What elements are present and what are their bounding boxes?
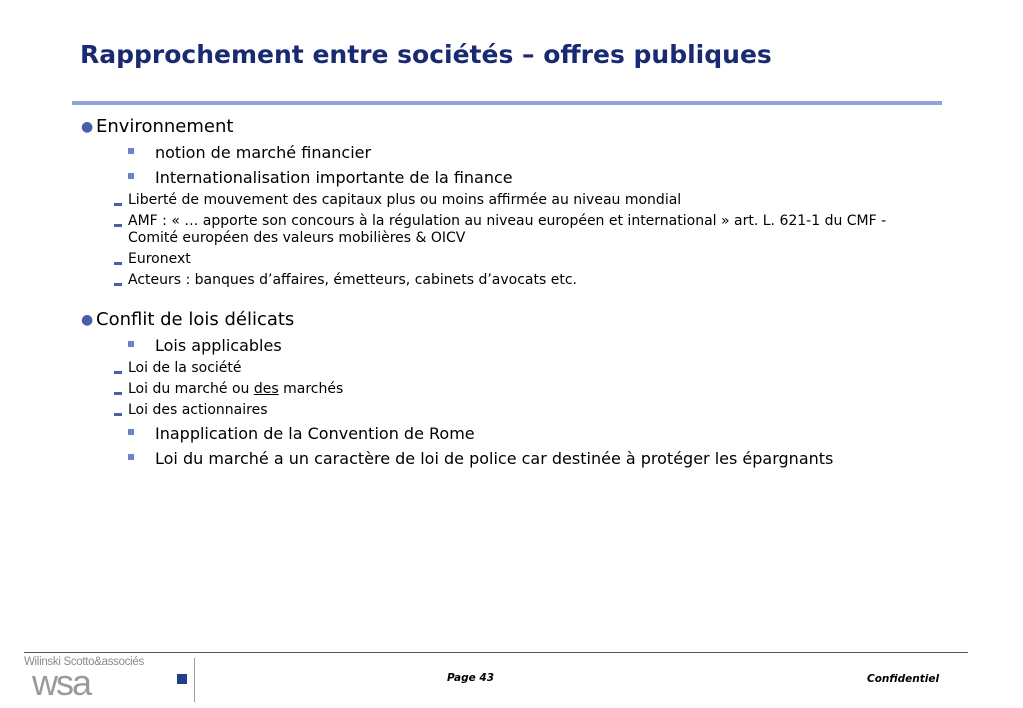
bullet-label: Conflit de lois délicats [96,309,295,330]
square-bullet-icon [128,341,134,347]
footer-divider [24,652,968,653]
logo-square-icon [177,674,187,684]
slide-title: Rapprochement entre sociétés – offres publiques [80,40,772,69]
dash-bullet-icon [114,392,122,395]
sub-list-item-text: Acteurs : banques d’affaires, émetteurs, cabinets d’avocats etc. [128,272,577,288]
bullet-label: Environnement [96,116,234,137]
sub-list-item-text: Euronext [128,251,191,267]
sub-list-item [128,251,918,268]
logo-firm-name: Wilinski Scotto&associés [24,656,144,668]
list-item [155,423,855,444]
dash-bullet-icon [114,224,122,227]
confidential-label: Confidentiel [867,673,940,685]
sub-list-item-text: AMF : « … apporte son concours à la régulation au niveau européen et international » art. L. 621-1 du CMF - Comité européen des valeurs mobilières & OICV [128,213,887,246]
sub-list-item [128,213,918,247]
list-item [155,448,855,469]
dash-bullet-icon [114,413,122,416]
sub-list-item [128,272,918,289]
dash-bullet-icon [114,203,122,206]
sub-list-item-text: Loi de la société [128,360,242,376]
square-bullet-icon [128,148,134,154]
sub-list-item [128,402,918,419]
round-bullet-icon: ● [81,312,94,328]
list-item-text: Internationalisation importante de la finance [155,168,513,187]
sub-list-item [128,360,918,377]
slide-content [0,114,1023,473]
sub-list-item [128,192,918,209]
list-item [155,142,855,163]
list-item [155,167,855,188]
dash-bullet-icon [114,283,122,286]
bullet-conflit [81,307,1023,333]
list-item-text: notion de marché financier [155,143,372,162]
list-item-text: Loi du marché a un caractère de loi de police car destinée à protéger les épargnants [155,449,834,468]
dash-bullet-icon [114,371,122,374]
square-bullet-icon [128,429,134,435]
logo-monogram: wsa [32,662,91,703]
bullet-environnement [81,114,1023,140]
list-item [155,335,855,356]
company-logo [24,656,200,704]
sub-list-item [128,381,918,398]
sub-list-item-text-suffix: marchés [278,381,344,397]
square-bullet-icon [128,173,134,179]
logo-side-rule [194,658,195,702]
dash-bullet-icon [114,262,122,265]
underlined-word: des [253,381,279,397]
sub-list-item-text: Liberté de mouvement des capitaux plus ou moins affirmée au niveau mondial [128,192,682,208]
page-number: Page 43 [447,672,495,684]
sub-list-item-text: Loi des actionnaires [128,402,268,418]
list-item-text: Inapplication de la Convention de Rome [155,424,475,443]
title-divider [72,101,942,105]
square-bullet-icon [128,454,134,460]
sub-list-item-text-prefix: Loi du marché ou [128,381,254,397]
list-item-text: Lois applicables [155,336,282,355]
round-bullet-icon: ● [81,119,94,135]
